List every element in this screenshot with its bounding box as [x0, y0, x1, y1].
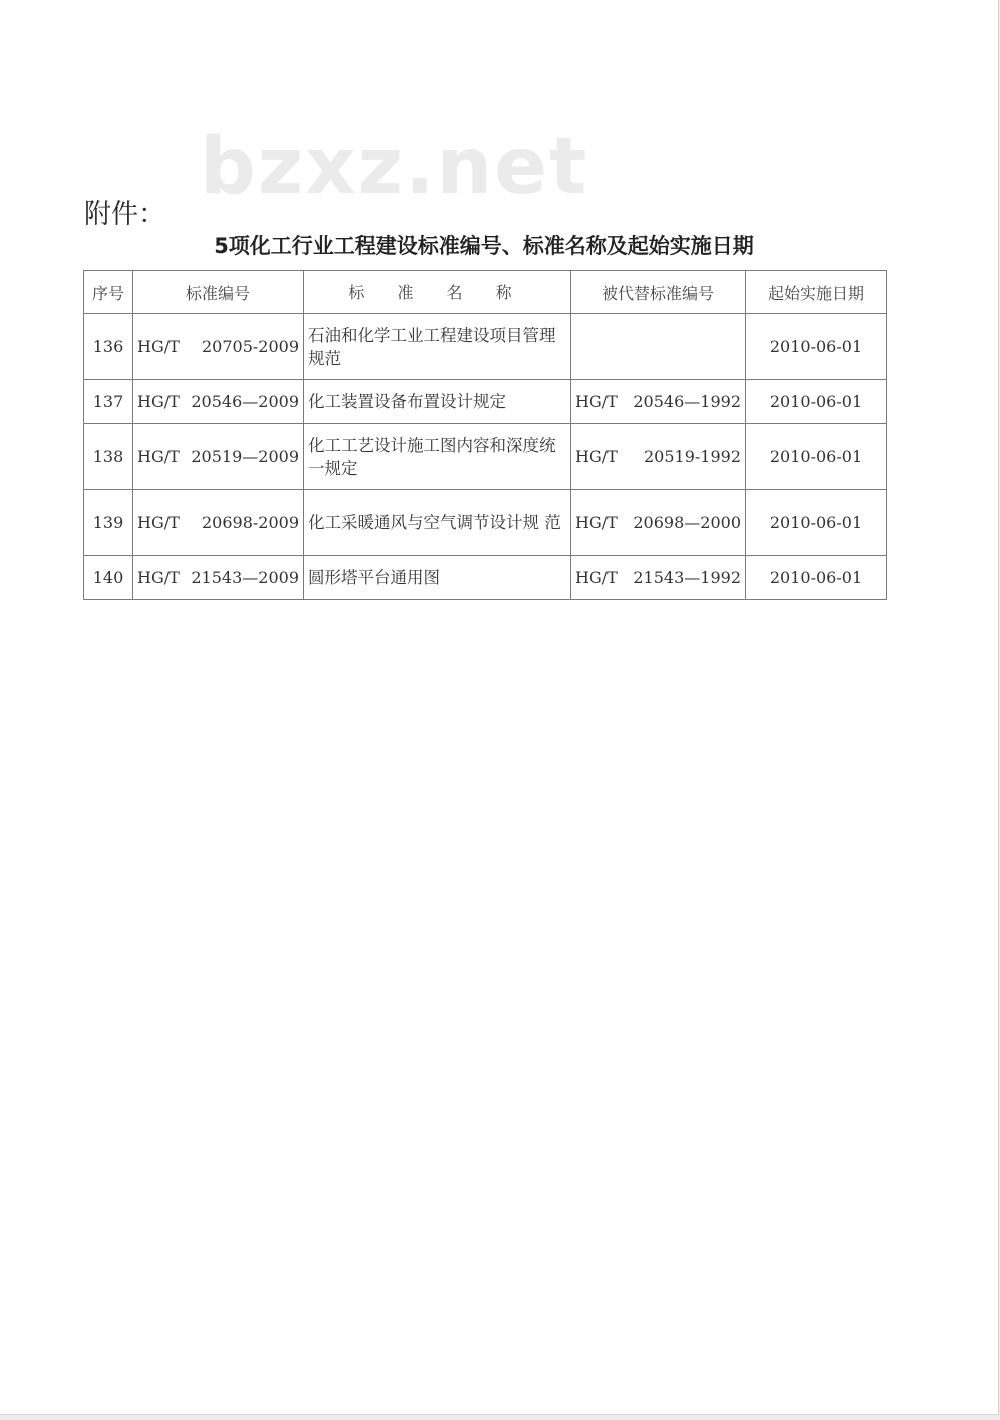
code-number: 20698-2009	[201, 513, 299, 532]
cell-code	[133, 490, 304, 556]
table-row	[84, 380, 887, 424]
cell-replaced	[571, 490, 746, 556]
code-number: 21543—2009	[191, 568, 299, 587]
cell-no: 138	[84, 424, 133, 490]
cell-date: 2010-06-01	[746, 490, 887, 556]
table-row	[84, 490, 887, 556]
code-prefix: HG/T	[137, 447, 180, 466]
table-row	[84, 424, 887, 490]
standards-table	[83, 270, 887, 600]
code-number: 20519—2009	[191, 447, 299, 466]
replaced-number: 21543—1992	[633, 568, 741, 587]
cell-code	[133, 556, 304, 600]
cell-name: 化工装置设备布置设计规定	[304, 380, 571, 424]
watermark: bzxz.net	[200, 122, 589, 212]
replaced-number: 20546—1992	[633, 392, 741, 411]
cell-code	[133, 380, 304, 424]
replaced-prefix: HG/T	[575, 392, 618, 411]
cell-code	[133, 314, 304, 380]
document-title: 5项化工行业工程建设标准编号、标准名称及起始实施日期	[214, 234, 754, 258]
replaced-number: 20698—2000	[633, 513, 741, 532]
cell-name: 化工工艺设计施工图内容和深度统一规定	[304, 424, 571, 490]
code-prefix: HG/T	[137, 392, 180, 411]
cell-date: 2010-06-01	[746, 380, 887, 424]
table-row	[84, 314, 887, 380]
cell-name: 化工采暖通风与空气调节设计规 范	[304, 490, 571, 556]
cell-date: 2010-06-01	[746, 424, 887, 490]
replaced-prefix: HG/T	[575, 513, 618, 532]
attachment-label: 附件：	[84, 199, 165, 230]
table-header-row	[84, 271, 887, 314]
cell-name: 圆形塔平台通用图	[304, 556, 571, 600]
header-date: 起始实施日期	[746, 271, 887, 314]
replaced-prefix: HG/T	[575, 447, 618, 466]
header-name-text: 标 准 名 称	[348, 282, 526, 302]
header-no: 序号	[84, 271, 133, 314]
table-row	[84, 556, 887, 600]
code-prefix: HG/T	[137, 337, 180, 356]
header-code: 标准编号	[133, 271, 304, 314]
cell-date: 2010-06-01	[746, 556, 887, 600]
code-number: 20705-2009	[201, 337, 299, 356]
replaced-number: 20519-1992	[643, 447, 741, 466]
cell-code	[133, 424, 304, 490]
cell-name: 石油和化学工业工程建设项目管理规范	[304, 314, 571, 380]
cell-replaced	[571, 424, 746, 490]
code-prefix: HG/T	[137, 513, 180, 532]
code-number: 20546—2009	[191, 392, 299, 411]
cell-no: 136	[84, 314, 133, 380]
cell-no: 137	[84, 380, 133, 424]
cell-no: 140	[84, 556, 133, 600]
replaced-prefix: HG/T	[575, 568, 618, 587]
cell-replaced	[571, 556, 746, 600]
cell-replaced	[571, 314, 746, 380]
cell-date: 2010-06-01	[746, 314, 887, 380]
header-name	[304, 271, 571, 314]
code-prefix: HG/T	[137, 568, 180, 587]
cell-replaced	[571, 380, 746, 424]
header-replaced: 被代替标准编号	[571, 271, 746, 314]
cell-no: 139	[84, 490, 133, 556]
